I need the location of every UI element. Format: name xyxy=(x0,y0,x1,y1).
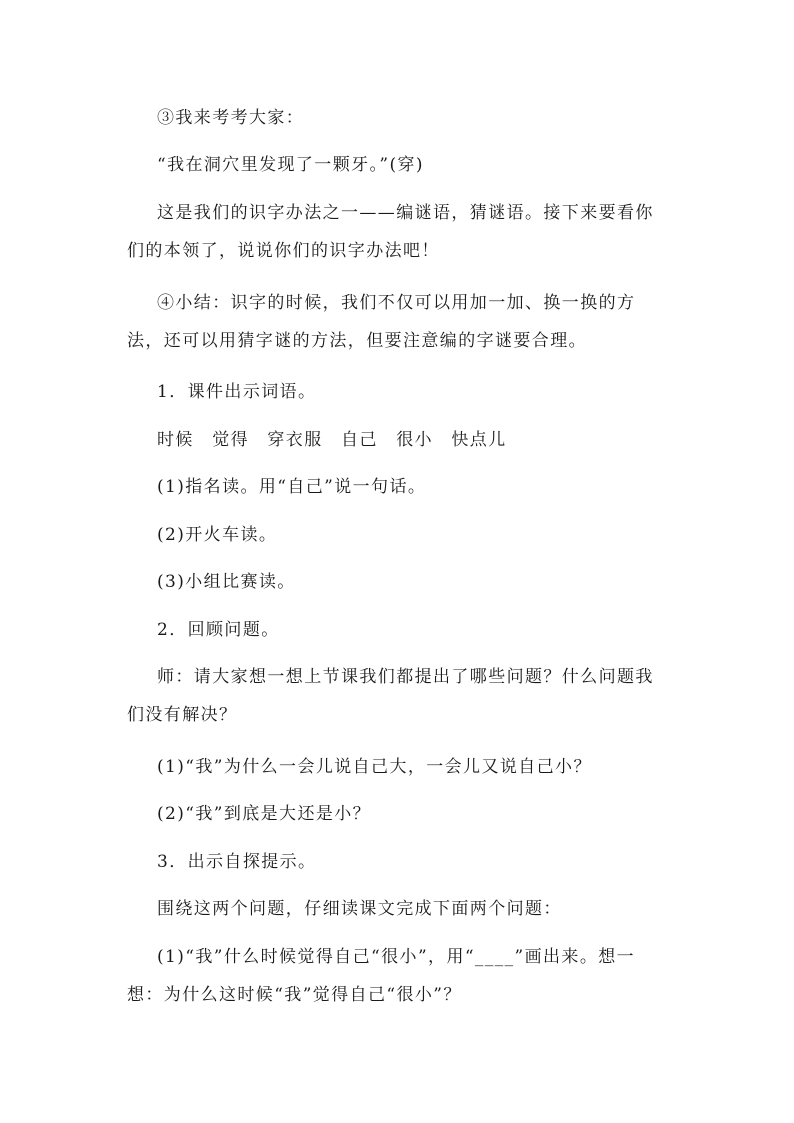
heading-self-explore: 3．出示自探提示。 xyxy=(157,852,317,872)
paragraph-quiz-intro: ③我来考考大家： xyxy=(157,108,305,128)
heading-show-words: 1．课件出示词语。 xyxy=(157,382,317,402)
list-item-read-by-name: (1)指名读。用“自己”说一句话。 xyxy=(157,477,427,497)
paragraph-teacher-prompt: 师：请大家想一想上节课我们都提出了哪些问题？什么问题我们没有解决？ xyxy=(127,667,654,725)
paragraph-word-list: 时候 觉得 穿衣服 自己 很小 快点儿 xyxy=(157,430,507,450)
paragraph-riddle: “我在洞穴里发现了一颗牙。”(穿) xyxy=(157,155,424,175)
list-item-group-contest: (3)小组比赛读。 xyxy=(157,572,296,592)
paragraph-task-intro: 围绕这两个问题，仔细读课文完成下面两个问题： xyxy=(157,899,562,919)
list-item-train-reading: (2)开火车读。 xyxy=(157,525,278,545)
paragraph-summary: ④小结：识字的时候，我们不仅可以用加一加、换一换的方法，还可以用猜字谜的方法，但要注意编的字谜要合理。 xyxy=(127,293,636,351)
list-item-task-1: (1)“我”什么时候觉得自己“很小”，用“____”画出来。想一想：为什么这时候“我”觉得自己“很小”？ xyxy=(127,947,636,1005)
list-item-question-1: (1)“我”为什么一会儿说自己大，一会儿又说自己小？ xyxy=(157,757,592,777)
list-item-question-2: (2)“我”到底是大还是小？ xyxy=(157,804,372,824)
heading-review-questions: 2．回顾问题。 xyxy=(157,620,280,640)
paragraph-riddle-method: 这是我们的识字办法之一——编谜语，猜谜语。接下来要看你们的本领了，说说你们的识字办法吧！ xyxy=(127,203,654,261)
